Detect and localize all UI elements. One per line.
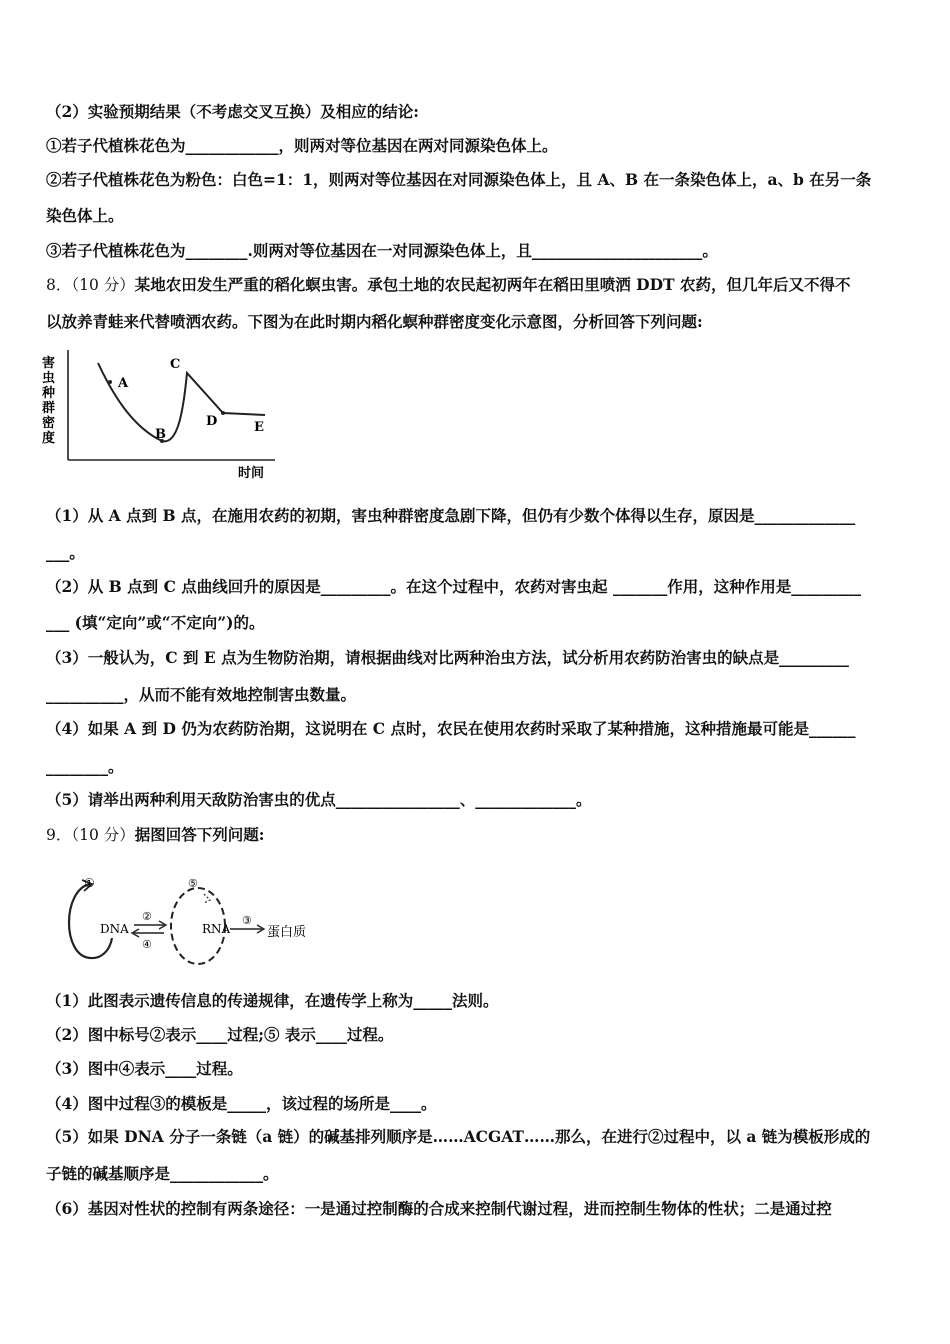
rna-replication-arrowhead xyxy=(204,894,210,903)
q9-part5-line2: 子链的碱基顺序是____________。 xyxy=(46,1164,279,1183)
rna-label: RNA xyxy=(202,922,231,936)
q8-part5: （5）请举出两种利用天敌防治害虫的优点________________、_____________。 xyxy=(46,790,592,809)
q9-part6: （6）基因对性状的控制有两条途径：一是通过控制酶的合成来控制代谢过程，进而控制生物体的性状；二是通过控 xyxy=(46,1199,832,1218)
x-axis-label: 时间 xyxy=(238,466,265,481)
protein-label: 蛋白质 xyxy=(267,925,307,940)
point-a-marker xyxy=(108,380,112,384)
q9-stem-text: 据图回答下列问题: xyxy=(134,825,265,844)
y-label-char: 虫 xyxy=(42,371,56,386)
density-curve xyxy=(98,363,265,441)
y-label-char: 群 xyxy=(42,401,56,416)
q8-part1-line2: ___。 xyxy=(46,543,85,562)
y-label-char: 密 xyxy=(42,416,56,431)
label-2: ② xyxy=(142,910,152,923)
dna-label: DNA xyxy=(100,922,129,936)
q8-part2-line2: ___ (填“定向”或“不定向”)的。 xyxy=(46,613,265,632)
q9-part3: （3）图中④表示____过程。 xyxy=(46,1059,243,1078)
y-label-char: 种 xyxy=(42,386,56,401)
point-label-d: D xyxy=(206,414,218,429)
graph-y-label xyxy=(41,355,56,446)
q7-result-1: ①若子代植株花色为____________，则两对等位基因在两对同源染色体上。 xyxy=(46,136,558,155)
q7-part2-heading: （2）实验预期结果（不考虑交叉互换）及相应的结论: xyxy=(46,102,420,121)
q7-result-2: ②若子代植株花色为粉色：白色=1：1，则两对等位基因在对同源染色体上，且 A、B 在一条染色体上，a、b 在另一条 xyxy=(46,170,872,189)
q8-stem-line2: 以放养青蛙来代替喷洒农药。下图为在此时期内稻化螟种群密度变化示意图，分析回答下列问题: xyxy=(46,312,703,331)
q8-part1-line1: （1）从 A 点到 B 点，在施用农药的初期，害虫种群密度急剧下降，但仍有少数个体得以生存，原因是_____________ xyxy=(46,506,856,525)
q8-part4-line1: （4）如果 A 到 D 仍为农药防治期，这说明在 C 点时，农民在使用农药时采取了某种措施，这种措施最可能是______ xyxy=(46,719,856,738)
q8-stem-text: 某地农田发生严重的稻化螟虫害。承包土地的农民起初两年在稻田里喷洒 DDT 农药，但几年后又不得不 xyxy=(134,275,851,294)
label-1: ① xyxy=(84,876,95,890)
label-4: ④ xyxy=(142,938,152,951)
q8-number: 8．（10 分） xyxy=(46,276,135,294)
q8-stem-line1 xyxy=(46,274,908,296)
q8-part3-line2: __________，从而不能有效地控制害虫数量。 xyxy=(46,685,357,704)
point-label-c: C xyxy=(170,357,181,372)
q7-result-2-cont: 染色体上。 xyxy=(46,206,124,225)
y-label-char: 度 xyxy=(42,431,56,446)
q9-part5-line1: （5）如果 DNA 分子一条链（a 链）的碱基排列顺序是……ACGAT……那么，在进行②过程中，以 a 链为模板形成的 xyxy=(46,1127,871,1146)
q9-part2: （2）图中标号②表示____过程;⑤ 表示____过程。 xyxy=(46,1025,394,1044)
point-d-marker xyxy=(221,411,225,415)
label-5: ⑤ xyxy=(188,877,198,890)
label-3: ③ xyxy=(242,914,252,927)
q9-central-dogma-diagram xyxy=(60,872,320,967)
q9-number: 9．（10 分） xyxy=(46,826,135,844)
point-label-b: B xyxy=(155,427,166,442)
q8-part3-line1: （3）一般认为，C 到 E 点为生物防治期，请根据曲线对比两种治虫方法，试分析用农药防治害虫的缺点是_________ xyxy=(46,648,849,667)
q8-population-graph xyxy=(40,345,290,485)
q7-result-3: ③若子代植株花色为________.则两对等位基因在一对同源染色体上，且______________________。 xyxy=(46,241,718,260)
q8-part2-line1: （2）从 B 点到 C 点曲线回升的原因是_________。在这个过程中，农药对害虫起 _______作用，这种作用是_________ xyxy=(46,577,861,596)
q9-part1: （1）此图表示遗传信息的传递规律，在遗传学上称为_____法则。 xyxy=(46,991,499,1010)
y-label-char: 害 xyxy=(42,356,56,371)
point-label-e: E xyxy=(254,420,264,435)
q8-part4-line2: ________。 xyxy=(46,757,124,776)
point-label-a: A xyxy=(118,376,129,391)
q9-part4: （4）图中过程③的模板是_____，该过程的场所是____。 xyxy=(46,1094,437,1113)
q9-stem xyxy=(46,824,908,846)
